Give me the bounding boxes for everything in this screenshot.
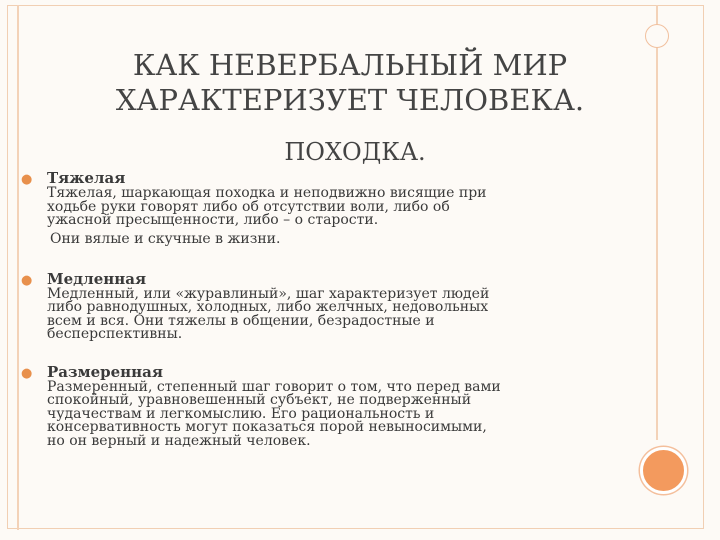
decorative-circle-bottom (640, 447, 687, 494)
item-text: Медленный, или «журавлиный», шаг характеризует людей либо равнодушных, холодных, либо желчных, недовольных всем и вся. Они тяжелы в общении, безрадостные и бесперспективны. (47, 285, 490, 342)
slide-subtitle: ПОХОДКА. (284, 138, 426, 166)
item-heading: Медленная (47, 269, 147, 288)
decorative-circle-top (645, 24, 669, 48)
right-decorative-line (656, 5, 658, 440)
list-item-slow (21, 269, 544, 342)
list-item-heavy (21, 169, 544, 249)
left-decorative-line (17, 5, 19, 530)
bullet-list (21, 169, 544, 470)
item-text: Размеренный, степенный шаг говорит о том, что перед вами спокойный, уравновешенный субъект, не подверженный чудачествам и легкомыслию. Его рациональность и консервативность могут показаться порой невыносимыми, но он верный и надежный человек. (47, 378, 501, 449)
list-item-measured (21, 362, 544, 449)
item-text: Тяжелая, шаркающая походка и неподвижно висящие при ходьбе руки говорят либо об отсутствии воли, либо об ужасной пресыщенности, либо – о старости. (47, 185, 487, 228)
bullet-icon: ● (21, 272, 33, 288)
bullet-icon: ● (21, 172, 33, 187)
item-extra-text: Они вялые и скучные в жизни. (50, 230, 281, 247)
item-heading: Тяжелая (47, 169, 126, 187)
item-heading: Размеренная (47, 362, 163, 381)
bullet-icon: ● (21, 365, 33, 381)
slide-title: КАК НЕВЕРБАЛЬНЫЙ МИР ХАРАКТЕРИЗУЕТ ЧЕЛОВЕКА. (115, 48, 585, 117)
